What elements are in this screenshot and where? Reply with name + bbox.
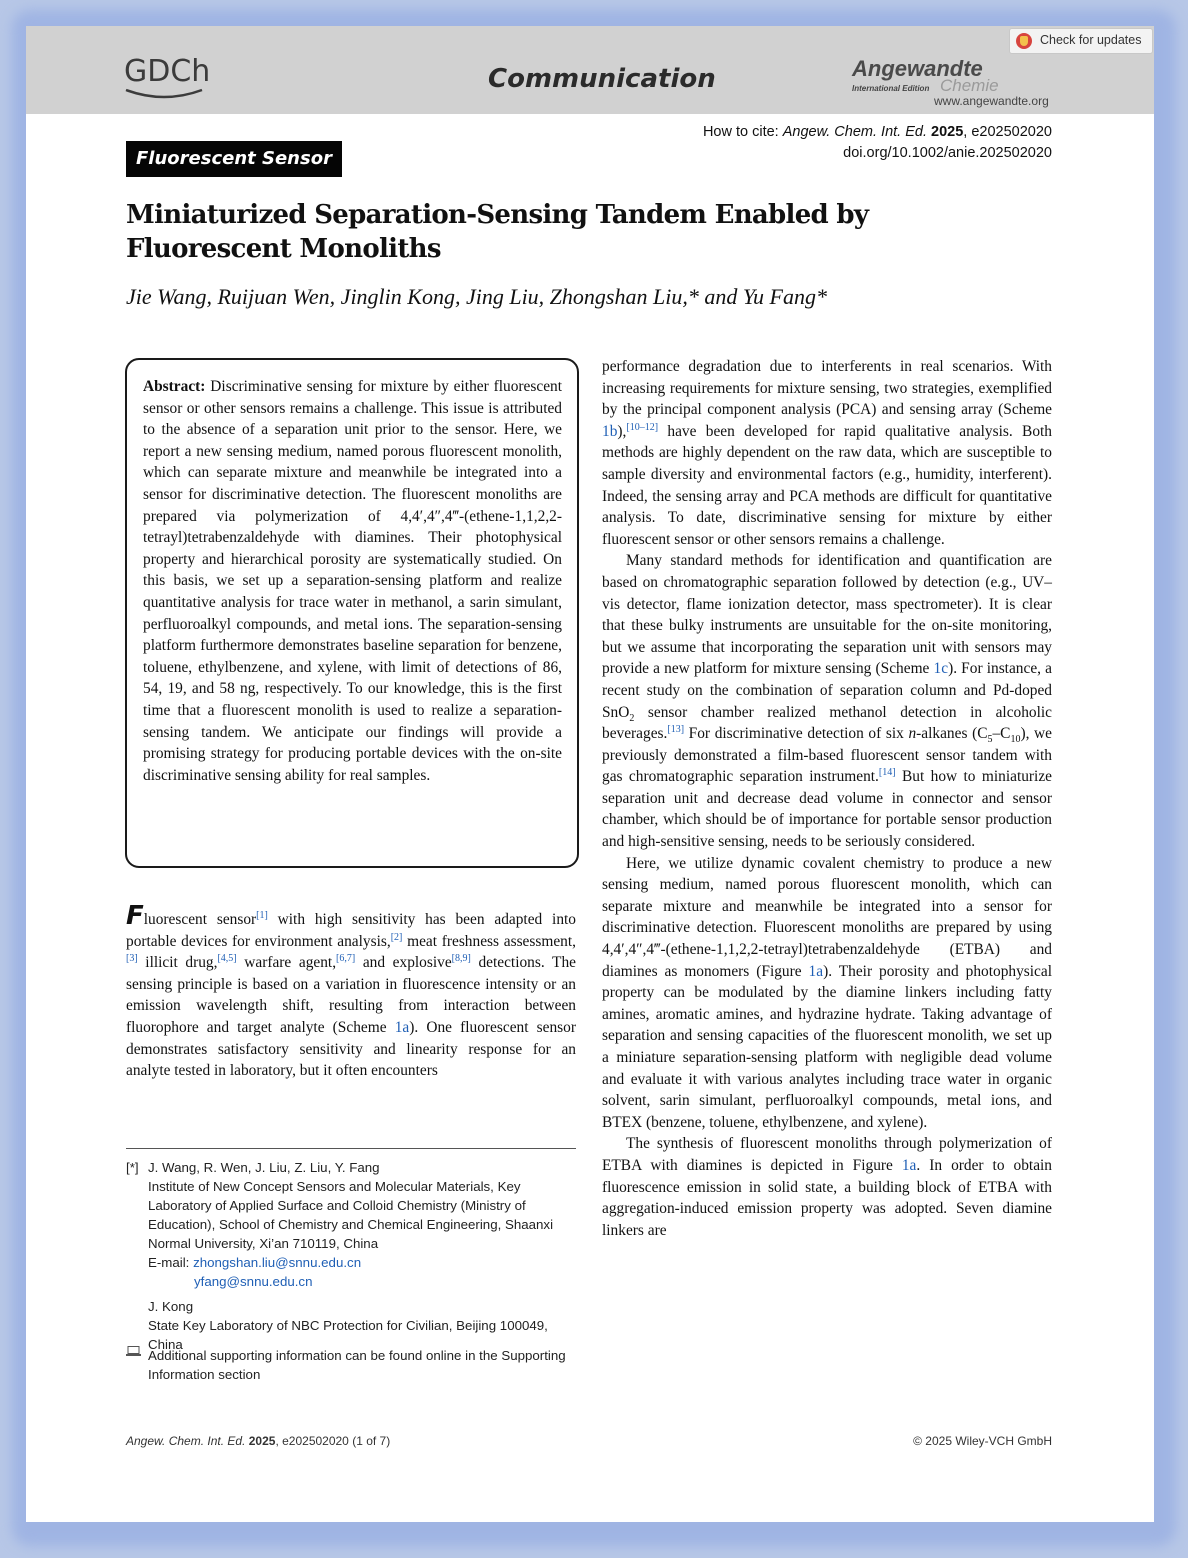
article-title: Miniaturized Separation-Sensing Tandem Enabled by Fluorescent Monoliths (126, 200, 869, 264)
subscript: 10 (1010, 734, 1021, 746)
paragraph-2 (602, 550, 1052, 852)
footnote-email-line (148, 1253, 576, 1272)
journal-logo: Angewandte (852, 56, 983, 81)
author-list: Jie Wang, Ruijuan Wen, Jinglin Kong, Jing Liu, Zhongshan Liu,* and Yu Fang* (126, 284, 827, 309)
cite-prefix: How to cite: (702, 124, 783, 140)
cite-year: 2025 (931, 124, 964, 140)
footnote-affiliation-2: State Key Laboratory of NBC Protection for Civilian, Beijing 100049, China (148, 1318, 548, 1352)
section-label: Communication (488, 64, 716, 94)
citation-block (703, 122, 1052, 164)
footer-year: 2025 (248, 1434, 276, 1448)
journal-logo-sub: International Edition (852, 84, 930, 93)
abstract-text (143, 376, 562, 786)
reference-link[interactable]: [3] (126, 953, 138, 965)
text-run: with high sensitivity has been adapted into portable devices for environment analysis, (126, 911, 576, 950)
abstract-label: Abstract: (143, 378, 206, 395)
text-run: illicit drug, (137, 954, 218, 972)
text-run: and explosive (355, 954, 452, 972)
article-page (26, 26, 1154, 1522)
paragraph-4 (602, 1133, 1052, 1241)
laptop-icon (126, 1346, 141, 1356)
category-tag: Fluorescent Sensor (126, 141, 342, 177)
text-run: . In order to obtain fluorescence emission in solid state, a building block of ETBA with aggregation-induced emission property was adopted. Seven diamine linkers are (602, 1156, 1052, 1239)
figure-link[interactable]: 1a (901, 1156, 917, 1174)
drop-cap: F (126, 901, 144, 931)
reference-link[interactable]: [4,5] (217, 953, 237, 965)
reference-link[interactable]: [1] (256, 909, 268, 921)
abstract-box (125, 358, 579, 868)
footnote-authors: J. Wang, R. Wen, J. Liu, Z. Liu, Y. Fang (148, 1160, 380, 1175)
text-run: ). One fluorescent sensor demonstrates satisfactory sensitivity and linearity response for an analyte tested in laboratory, but it often encounters (126, 1018, 576, 1080)
gdch-swoosh-icon (124, 88, 204, 102)
text-run: ). For instance, a recent study on the combination of separation column and Pd-doped SnO (602, 660, 1052, 721)
cite-journal: Angew. Chem. Int. Ed. (782, 124, 927, 140)
email-link-1[interactable]: zhongshan.liu@snnu.edu.cn (193, 1255, 362, 1270)
reference-link[interactable]: [14] (878, 767, 896, 779)
text-run: performance degradation due to interferents in real scenarios. With increasing requirements for mixture sensing, two strategies, exemplified by the principal component analysis (PCA) and sensing array (Scheme (602, 358, 1052, 419)
journal-url[interactable]: www.angewandte.org (934, 94, 1049, 108)
right-column (602, 356, 1052, 1241)
page-footer-copyright: © 2025 Wiley-VCH GmbH (913, 1434, 1052, 1448)
footnote-marker: [*] (126, 1160, 139, 1175)
text-run: ). Their porosity and photophysical property can be modulated by the diamine linkers including fatty amines, aromatic amines, and hydrazine hydrate. Taking advantage of separation and sensing capacities of the fluorescent monolith, we set up a miniature separation-sensing platform with negligible dead volume and evaluate it with various analytes including trace water in organic solvent, sarin simulant, perfluoroalkyl compounds, metal ions, and BTEX (benzene, toluene, ethylbenzene, and xylene). (602, 962, 1052, 1131)
intro-paragraph (126, 901, 576, 1082)
footer-page: , e202502020 (1 of 7) (275, 1434, 391, 1448)
reference-link[interactable]: [8,9] (451, 953, 471, 965)
text-run: detections. The sensing principle is based on a variation in fluorescence intensity or an emission wavelength shift, resulting from interaction between fluorophore and target analyte (Scheme (126, 954, 576, 1036)
text-run: luorescent sensor (143, 911, 257, 928)
scheme-link[interactable]: 1a (394, 1018, 410, 1036)
text-run: The synthesis of fluorescent monoliths through polymerization of ETBA with diamines is depicted in Figure (602, 1135, 1052, 1174)
text-run: –C (992, 725, 1011, 743)
scheme-link[interactable]: 1c (933, 660, 949, 678)
check-updates-button[interactable] (1009, 28, 1153, 54)
subscript: 2 (629, 712, 635, 724)
page-footer-left (126, 1434, 390, 1448)
text-run: Here, we utilize dynamic covalent chemistry to produce a new sensing medium, named porous fluorescent monolith, which can separate mixture and meanwhile be integrated into a sensor for discriminative detection. Fluorescent monoliths are prepared by using 4,4′,4″,4‴-(ethene-1,1,2,2-tetrayl)tetrabenzaldehyde (ETBA) and diamines as monomers (Figure (602, 854, 1052, 980)
check-updates-label: Check for updates (1040, 33, 1142, 47)
left-column (126, 901, 576, 1082)
text-run: For discriminative detection of six (684, 725, 909, 743)
reference-link[interactable]: [6,7] (336, 953, 356, 965)
paragraph-1 (602, 356, 1052, 550)
email-label: E-mail: (148, 1255, 194, 1270)
scheme-link[interactable]: 1b (602, 422, 618, 440)
reference-link[interactable]: [13] (667, 723, 685, 735)
footnote-author-2: J. Kong (148, 1299, 194, 1314)
footnote-affiliation-1: Institute of New Concept Sensors and Molecular Materials, Key Laboratory of Applied Surface and Colloid Chemistry (Ministry of Education), School of Chemistry and Chemical Engineering, Shaanxi Normal University, Xi’an 710119, China (148, 1179, 554, 1251)
crossmark-icon (1016, 33, 1032, 49)
text-run: ), we previously demonstrated a film-based fluorescent sensor tandem with gas chromatographic separation instrument. (602, 725, 1053, 786)
footnote-email-line-2 (148, 1272, 576, 1291)
cite-article: , e202502020 (963, 124, 1052, 140)
paragraph-3 (602, 853, 1052, 1134)
cite-doi[interactable]: doi.org/10.1002/anie.202502020 (843, 145, 1052, 161)
footer-journal: Angew. Chem. Int. Ed. (126, 1434, 246, 1448)
text-run: sensor chamber realized methanol detection in alcoholic beverages. (602, 703, 1052, 743)
subscript: 5 (987, 734, 993, 746)
italic-run: n (908, 725, 917, 743)
gdch-logo: GDCh (124, 54, 211, 89)
text-run: Many standard methods for identification and quantification are based on chromatographic separation followed by detection (e.g., UV–vis detector, flame ionization detector, mass spectrometer). It is clear that these bulky instruments are unsuitable for the on-site monitoring, but we assume that incorporating the separation unit with sensors may provide a new platform for mixture sensing (Scheme (602, 552, 1052, 678)
text-run: warfare agent, (236, 954, 337, 972)
text-run: ), (617, 422, 627, 440)
text-run: have been developed for rapid qualitative analysis. Both methods are highly dependent on the raw data, which are susceptible to sample diversity and environmental factors (e.g., humidity, interferent). Indeed, the sensing array and PCA methods are difficult for quantitative analysis. To date, discriminative sensing for mixture by either fluorescent sensor or other sensors remains a challenge. (602, 422, 1052, 548)
text-run: -alkanes (C (916, 725, 988, 743)
reference-link[interactable]: [2] (390, 931, 403, 943)
abstract-body: Discriminative sensing for mixture by either fluorescent sensor or other sensors remains a challenge. This issue is attributed to the absence of a separation unit prior to the sensor. Here, we report a new sensing medium, named porous fluorescent monolith, which can separate mixture and meanwhile be integrated into a sensor for discriminative detection. The fluorescent monoliths are prepared via polymerization of 4,4′,4″,4‴-(ethene-1,1,2,2-tetrayl)tetrabenzaldehyde with diamines. Their photophysical property and hierarchical porosity are systematically studied. On this basis, we set up a separation-sensing platform and realize quantitative analysis for trace water in methanol, a sarin simulant, perfluoroalkyl compounds, and metal ions. The separation-sensing platform furthermore demonstrates baseline separation for benzene, toluene, ethylbenzene, and xylene, with limit of detections of 86, 54, 19, and 58 ng, respectively. To our knowledge, this is the first time that a fluorescent monolith is used to realize a separation-sensing tandem. We anticipate our findings will provide a promising strategy for producing portable devices with the on-site discriminative sensing ability for real samples. (143, 378, 562, 784)
text-run: But how to miniaturize separation unit and decrease dead volume in connector and sensor chamber, which should be of importance for portable sensor production and high-sensitive sensing, needs to be seriously considered. (602, 768, 1052, 851)
reference-link[interactable]: [10–12] (626, 421, 659, 433)
footnote-divider (126, 1148, 576, 1149)
supporting-info-text: Additional supporting information can be found online in the Supporting Information section (148, 1348, 566, 1382)
figure-link[interactable]: 1a (808, 962, 824, 980)
text-run: meat freshness assessment, (402, 932, 576, 950)
journal-logo-chemie: Chemie (940, 76, 999, 95)
email-link-2[interactable]: yfang@snnu.edu.cn (194, 1274, 313, 1289)
